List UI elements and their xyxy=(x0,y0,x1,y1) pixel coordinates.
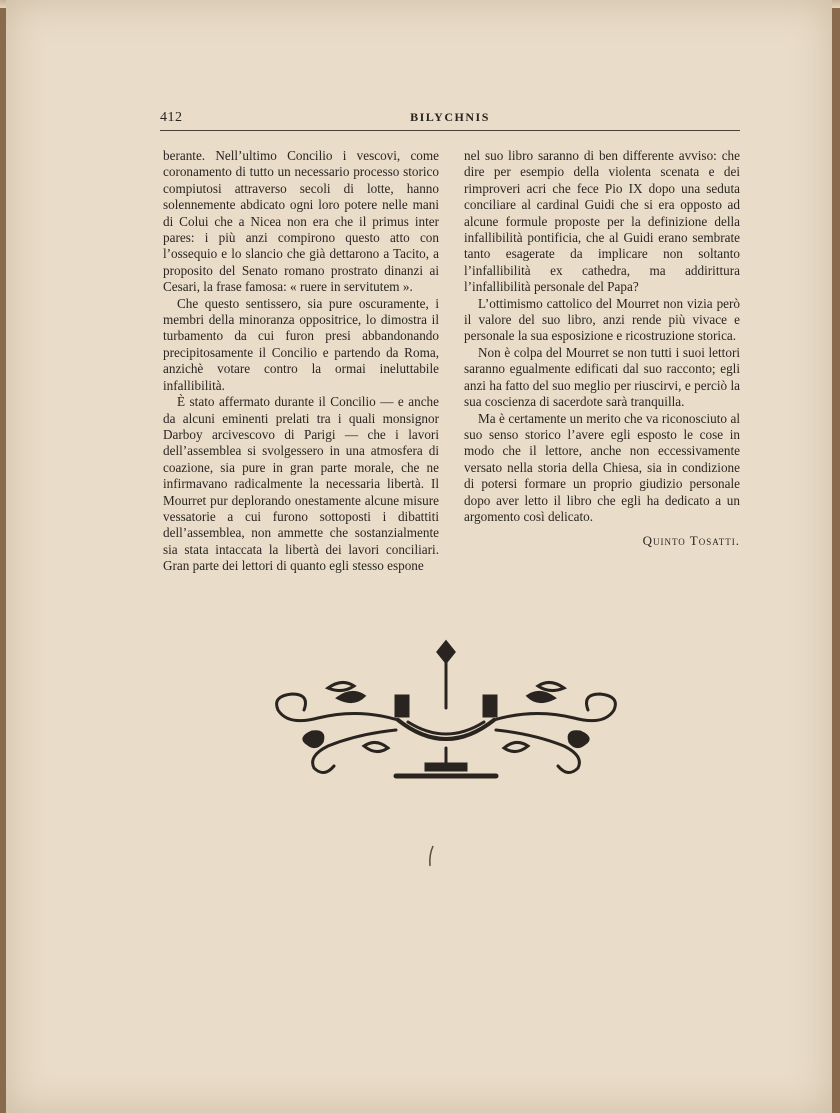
page-number: 412 xyxy=(160,110,183,125)
paper-mark xyxy=(428,845,434,867)
running-title: BILYCHNIS xyxy=(410,110,490,124)
right-column xyxy=(464,148,740,575)
text-columns xyxy=(163,148,740,575)
author-signature: Quinto Tosatti. xyxy=(642,533,740,549)
paragraph: È stato affermato durante il Concilio — e anche da alcuni eminenti prelati tra i quali monsignor Darboy arcivescovo di Parigi — che i lavori dell’assemblea si svolgessero in una atmosfera di coazione, sia pure in gran parte morale, che ne infirmavano radicalmente la necessaria libertà. Il Mourret pur deplorando onestamente alcune misure vessatorie a cui furono sottoposti i dibattiti dell’assemblea, non ammette che sostanzialmente sia stata intaccata la libertà dei lavori conciliari. Gran parte dei lettori di quanto egli stesso espone xyxy=(163,394,439,574)
paragraph: Che questo sentissero, sia pure oscuramente, i membri della minoranza oppositrice, lo dimostra il turbamento da cui furon presi abbandonando precipitosamente il Concilio e partendo da Roma, anzichè votare contro la ormai ineluttabile infallibilità. xyxy=(163,295,439,393)
page-header xyxy=(160,108,740,131)
left-column xyxy=(163,148,439,575)
paragraph: berante. Nell’ultimo Concilio i vescovi, come coronamento di tutto un necessario processo storico compiutosi attraverso secoli di lotte, hanno solennemente abdicato ogni loro potere nelle mani di Colui che a Nicea non era che il primus inter pares: i più anzi compirono questo atto con l’ossequio e lo slancio che già dettarono a Tacito, a proposito del Senato romano prostrato dinanzi ai Cesari, la frase famosa: « ruere in servitutem ». xyxy=(163,148,439,295)
paragraph: Non è colpa del Mourret se non tutti i suoi lettori saranno egualmente edificati dal suo racconto; egli anzi ha fatto del suo meglio per riuscirvi, e perciò la sua coscienza di sacerdote sarà tranquilla. xyxy=(464,344,740,410)
paragraph: Ma è certamente un merito che va riconosciuto al suo senso storico l’avere egli esposto le cose in modo che il lettore, anche non eccessivamente versato nella storia della Chiesa, sia in condizione di potersi formare un proprio giudizio personale dopo aver letto il libro che egli ha dedicato a un argomento così delicato. xyxy=(464,410,740,524)
paragraph: L’ottimismo cattolico del Mourret non vizia però il valore del suo libro, anzi rende più vivace e personale la sua esposizione e ricostruzione storica. xyxy=(464,295,740,344)
oil-lamp-ornament-icon xyxy=(268,638,624,784)
paragraph: nel suo libro saranno di ben differente avviso: che dire per esempio della violenta scenata e dei rimproveri acri che fece Pio IX dopo una seduta conciliare al cardinal Guidi che si era opposto ad alcune formule proposte per la definizione della infallibilità pontificia, che al Guidi erano sembrate tanto esagerate da implicare non soltanto l’infallibilità ex cathedra, ma addirittura l’infallibilità personale del Papa? xyxy=(464,148,740,295)
